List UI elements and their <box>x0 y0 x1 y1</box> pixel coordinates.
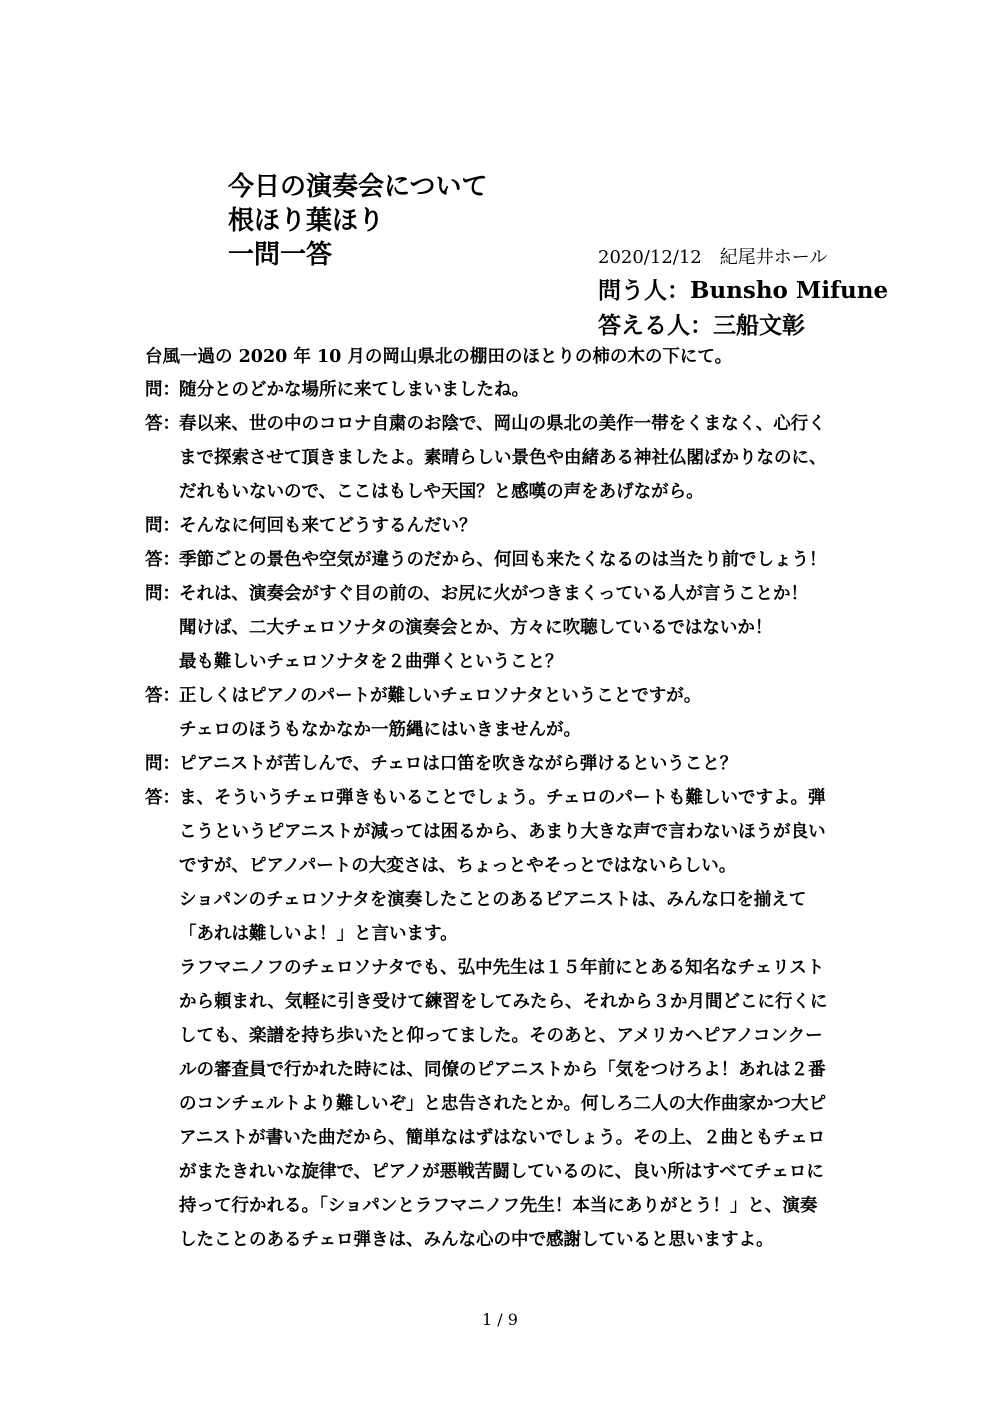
dialogue-line: 「あれは難しいよ！」と言います。 <box>179 924 458 944</box>
asker-credit: 問う人：Bunsho Mifune <box>598 277 889 304</box>
dialogue-line: だれもいないので、ここはもしや天国？と感嘆の声をあげながら。 <box>179 482 704 502</box>
dialogue-line: 随分とのどかな場所に来てしまいましたね。 <box>179 380 529 400</box>
dialogue-question <box>145 373 865 407</box>
dialogue-line: 最も難しいチェロソナタを２曲弾くということ？ <box>179 652 563 672</box>
answer-marker: 答： <box>145 788 180 808</box>
dialogue-line: から頼まれ、気軽に引き受けて練習をしてみたら、それから３か月間どこに行くに <box>179 992 828 1012</box>
title-line-3: 一問一答 <box>228 240 333 270</box>
answer-marker: 答： <box>145 686 180 706</box>
dialogue-line: 聞けば、二大チェロソナタの演奏会とか、方々に吹聴しているではないか！ <box>179 618 773 638</box>
question-marker: 問： <box>145 584 180 604</box>
dialogue-question <box>145 747 865 781</box>
document-title <box>228 170 487 272</box>
question-marker: 問： <box>145 754 180 774</box>
dialogue-line: チェロのほうもなかなか一筋縄にはいきませんが。 <box>179 720 581 740</box>
question-marker: 問： <box>145 516 180 536</box>
dialogue-line: そんなに何回も来てどうするんだい？ <box>179 516 477 536</box>
dialogue-line: ラフマニノフのチェロソナタでも、弘中先生は１５年前にとある知名なチェリスト <box>179 958 825 978</box>
dialogue-line: それは、演奏会がすぐ目の前の、お尻に火がつきまくっている人が言うことか！ <box>179 584 808 604</box>
dialogue-question <box>145 509 865 543</box>
dialogue-line: ですが、ピアノパートの大変さは、ちょっとやそっとではないらしい。 <box>179 856 737 876</box>
dialogue-line: こうというピアニストが減っては困るから、あまり大きな声で言わないほうが良い <box>179 822 826 842</box>
answer-marker: 答： <box>145 414 180 434</box>
title-line-2: 根ほり葉ほり <box>228 206 385 236</box>
document-body <box>145 342 865 1257</box>
dialogue-answer <box>145 407 865 509</box>
title-line-1: 今日の演奏会について <box>228 172 488 202</box>
question-marker: 問： <box>145 380 180 400</box>
dialogue-line: のコンチェルトより難しいぞ」と忠告されたとか。何しろ二人の大作曲家かつ大ピ <box>179 1094 826 1114</box>
dialogue-answer <box>145 781 865 1257</box>
dialogue-line: 春以来、世の中のコロナ自粛のお陰で、岡山の県北の美作一帯をくまなく、心行く <box>179 414 826 434</box>
dialogue-line: しても、楽譜を持ち歩いたと仰ってました。そのあと、アメリカへピアノコンクー <box>179 1026 823 1046</box>
dialogue-line: 持って行かれる。「ショパンとラフマニノフ先生！本当にありがとう！」と、演奏 <box>179 1196 818 1216</box>
dialogue-line: まで探索させて頂きましたよ。素晴らしい景色や由緒ある神社仏閣ばかりなのに、 <box>179 448 827 468</box>
dialogue-line: したことのあるチェロ弾きは、みんな心の中で感謝していると思いますよ。 <box>179 1230 774 1250</box>
dialogue-answer <box>145 543 865 577</box>
dialogue-answer <box>145 679 865 747</box>
page-number: 1 / 9 <box>482 1310 518 1329</box>
dialogue-line: ま、そういうチェロ弾きもいることでしょう。チェロのパートも難しいですよ。弾 <box>179 788 826 808</box>
answerer-credit: 答える人：三船文彰 <box>598 312 805 339</box>
dialogue-line: 季節ごとの景色や空気が違うのだから、何回も来たくなるのは当たり前でしょう！ <box>179 550 827 570</box>
dialogue-line: アニストが書いた曲だから、簡単なはずはないでしょう。その上、２曲ともチェロ <box>179 1128 826 1148</box>
dialogue-line: ルの審査員で行かれた時には、同僚のピアニストから「気をつけろよ！あれは２番 <box>179 1060 826 1080</box>
dialogue-line: ピアニストが苦しんで、チェロは口笛を吹きながら弾けるということ？ <box>179 754 738 774</box>
intro-paragraph: 台風一過の 2020 年 10 月の岡山県北の棚田のほとりの柿の木の下にて。 <box>145 347 733 367</box>
dialogue-line: がまたきれいな旋律で、ピアノが悪戦苦闘しているのに、良い所はすべてチェロに <box>179 1162 824 1182</box>
dialogue-question <box>145 577 865 679</box>
dialogue-line: ショパンのチェロソナタを演奏したことのあるピアニストは、みんな口を揃えて <box>179 890 807 910</box>
date-venue: 2020/12/12 紀尾井ホール <box>598 247 828 268</box>
answer-marker: 答： <box>145 550 180 570</box>
dialogue-line: 正しくはピアノのパートが難しいチェロソナタということですが。 <box>179 686 702 706</box>
